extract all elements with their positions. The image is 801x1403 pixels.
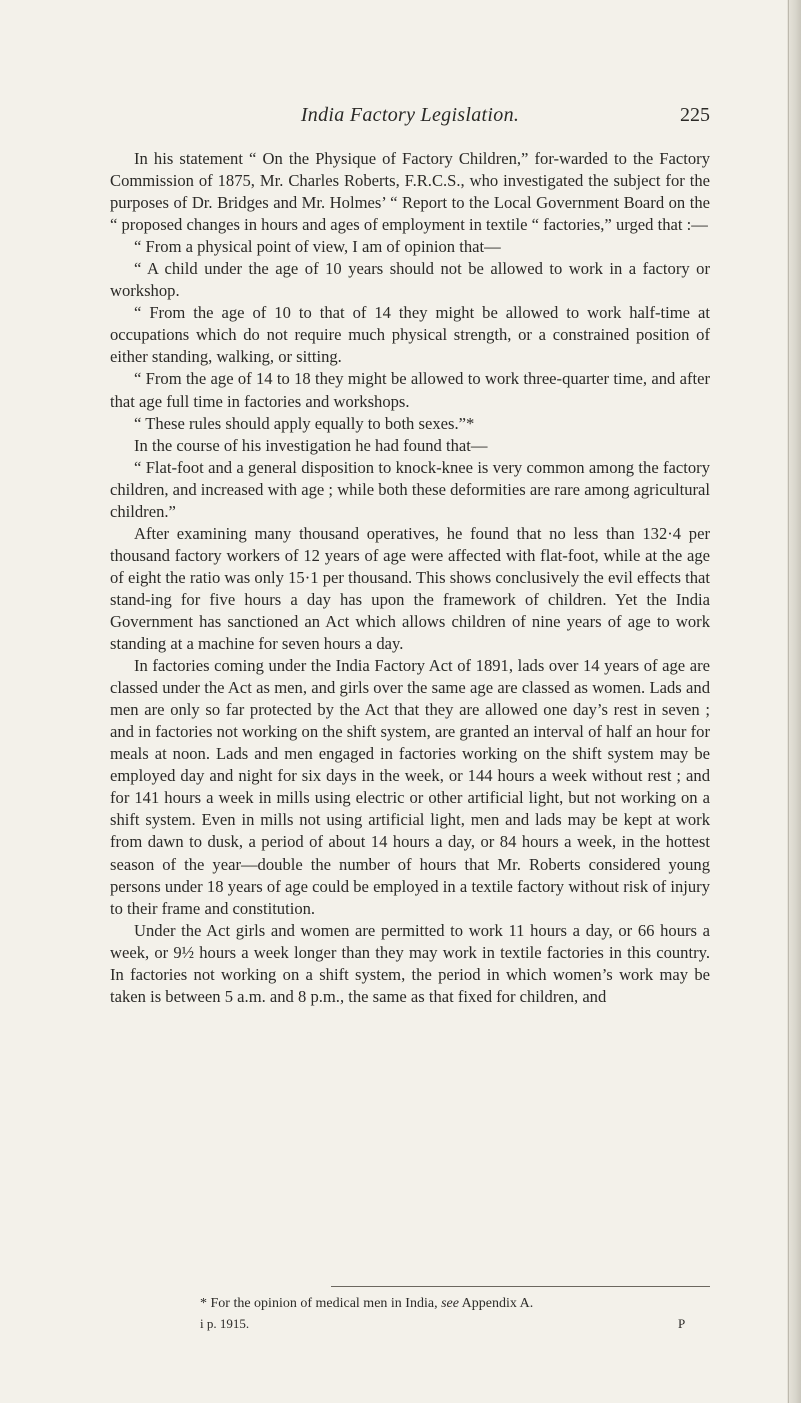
paragraph: In his statement “ On the Physique of Factory Children,” for-warded to the Factory Commission of 1875, Mr. Charles Roberts, F.R.C.S., who investigated the subject for the purposes of Dr. Bridges and Mr. Holmes’ “ Report to the Local Government Board on the “ proposed changes in hours and ages of employment in textile “ factories,” urged that :—: [110, 149, 710, 235]
paragraph: “ From a physical point of view, I am of opinion that—: [134, 237, 501, 257]
paragraph: “ From the age of 10 to that of 14 they might be allowed to work half-time at occupations which do not require much physical strength, or a constrained position of either standing, walking, or sitting.: [110, 303, 710, 367]
paragraph: Under the Act girls and women are permitted to work 11 hours a day, or 66 hours a week, or 9½ hours a week longer than they may work in textile factories in this country. In factories not working on a shift system, the period in which women’s work may be taken is between 5 a.m. and 8 p.m., the same as that fixed for children, and: [110, 920, 710, 1006]
paragraph: In factories coming under the India Factory Act of 1891, lads over 14 years of age are classed under the Act as men, and girls over the same age are classed as women. Lads and men are only so far protected by the Act that they are allowed one day’s rest in seven ; and in factories not working on the shift system, are granted an interval of half an hour for meals at noon. Lads and men engaged in factories working on the shift system may be employed day and night for six days in the week, or 144 hours a week without rest ; and for 141 hours a week in mills using electric or other artificial light, but not working on a shift system. Even in mills not using artificial light, men and lads may be kept at work from dawn to dusk, a period of about 14 hours a day, or 84 hours a week, in the hottest season of the year—double the number of hours that Mr. Roberts considered young persons under 18 years of age could be employed in a textile factory without risk of injury to their frame and constitution.: [110, 656, 710, 918]
paragraph: “ A child under the age of 10 years should not be allowed to work in a factory or workshop.: [110, 259, 710, 301]
signature-mark: P: [678, 1316, 686, 1331]
paragraph: “ These rules should apply equally to both sexes.”*: [134, 413, 475, 433]
page-edge-shadow: [787, 0, 801, 1403]
body-text: [110, 148, 710, 1008]
paragraph: “ From the age of 14 to 18 they might be allowed to work three-quarter time, and after that age full time in factories and workshops.: [110, 369, 710, 411]
page-edge-line: [788, 0, 789, 1403]
page-header: [110, 100, 710, 130]
footnote-text-after: Appendix A.: [458, 1296, 534, 1311]
footnote-see: see: [441, 1296, 459, 1311]
footnote-rule: [331, 1286, 710, 1287]
printer-signature: i p. 1915.: [200, 1316, 250, 1331]
paragraph: After examining many thousand operatives, he found that no less than 132·4 per thousand factory workers of 12 years of age were affected with flat-foot, while at the age of eight the ratio was only 15·1 per thousand. This shows conclusively the evil effects that stand-ing for five hours a day has upon the framework of children. Yet the India Government has sanctioned an Act which allows children of nine years of age to work standing at a machine for seven hours a day.: [110, 523, 710, 654]
running-title: India Factory Legislation.: [300, 104, 520, 126]
paragraph: In the course of his investigation he had found that—: [134, 435, 488, 455]
footnote: [200, 1296, 533, 1312]
footnote-text-before: * For the opinion of medical men in India,: [200, 1296, 442, 1311]
page-number: 225: [680, 104, 710, 126]
paragraph: “ Flat-foot and a general disposition to knock-knee is very common among the factory children, and increased with age ; while both these deformities are rare among agricultural children.”: [110, 457, 710, 521]
